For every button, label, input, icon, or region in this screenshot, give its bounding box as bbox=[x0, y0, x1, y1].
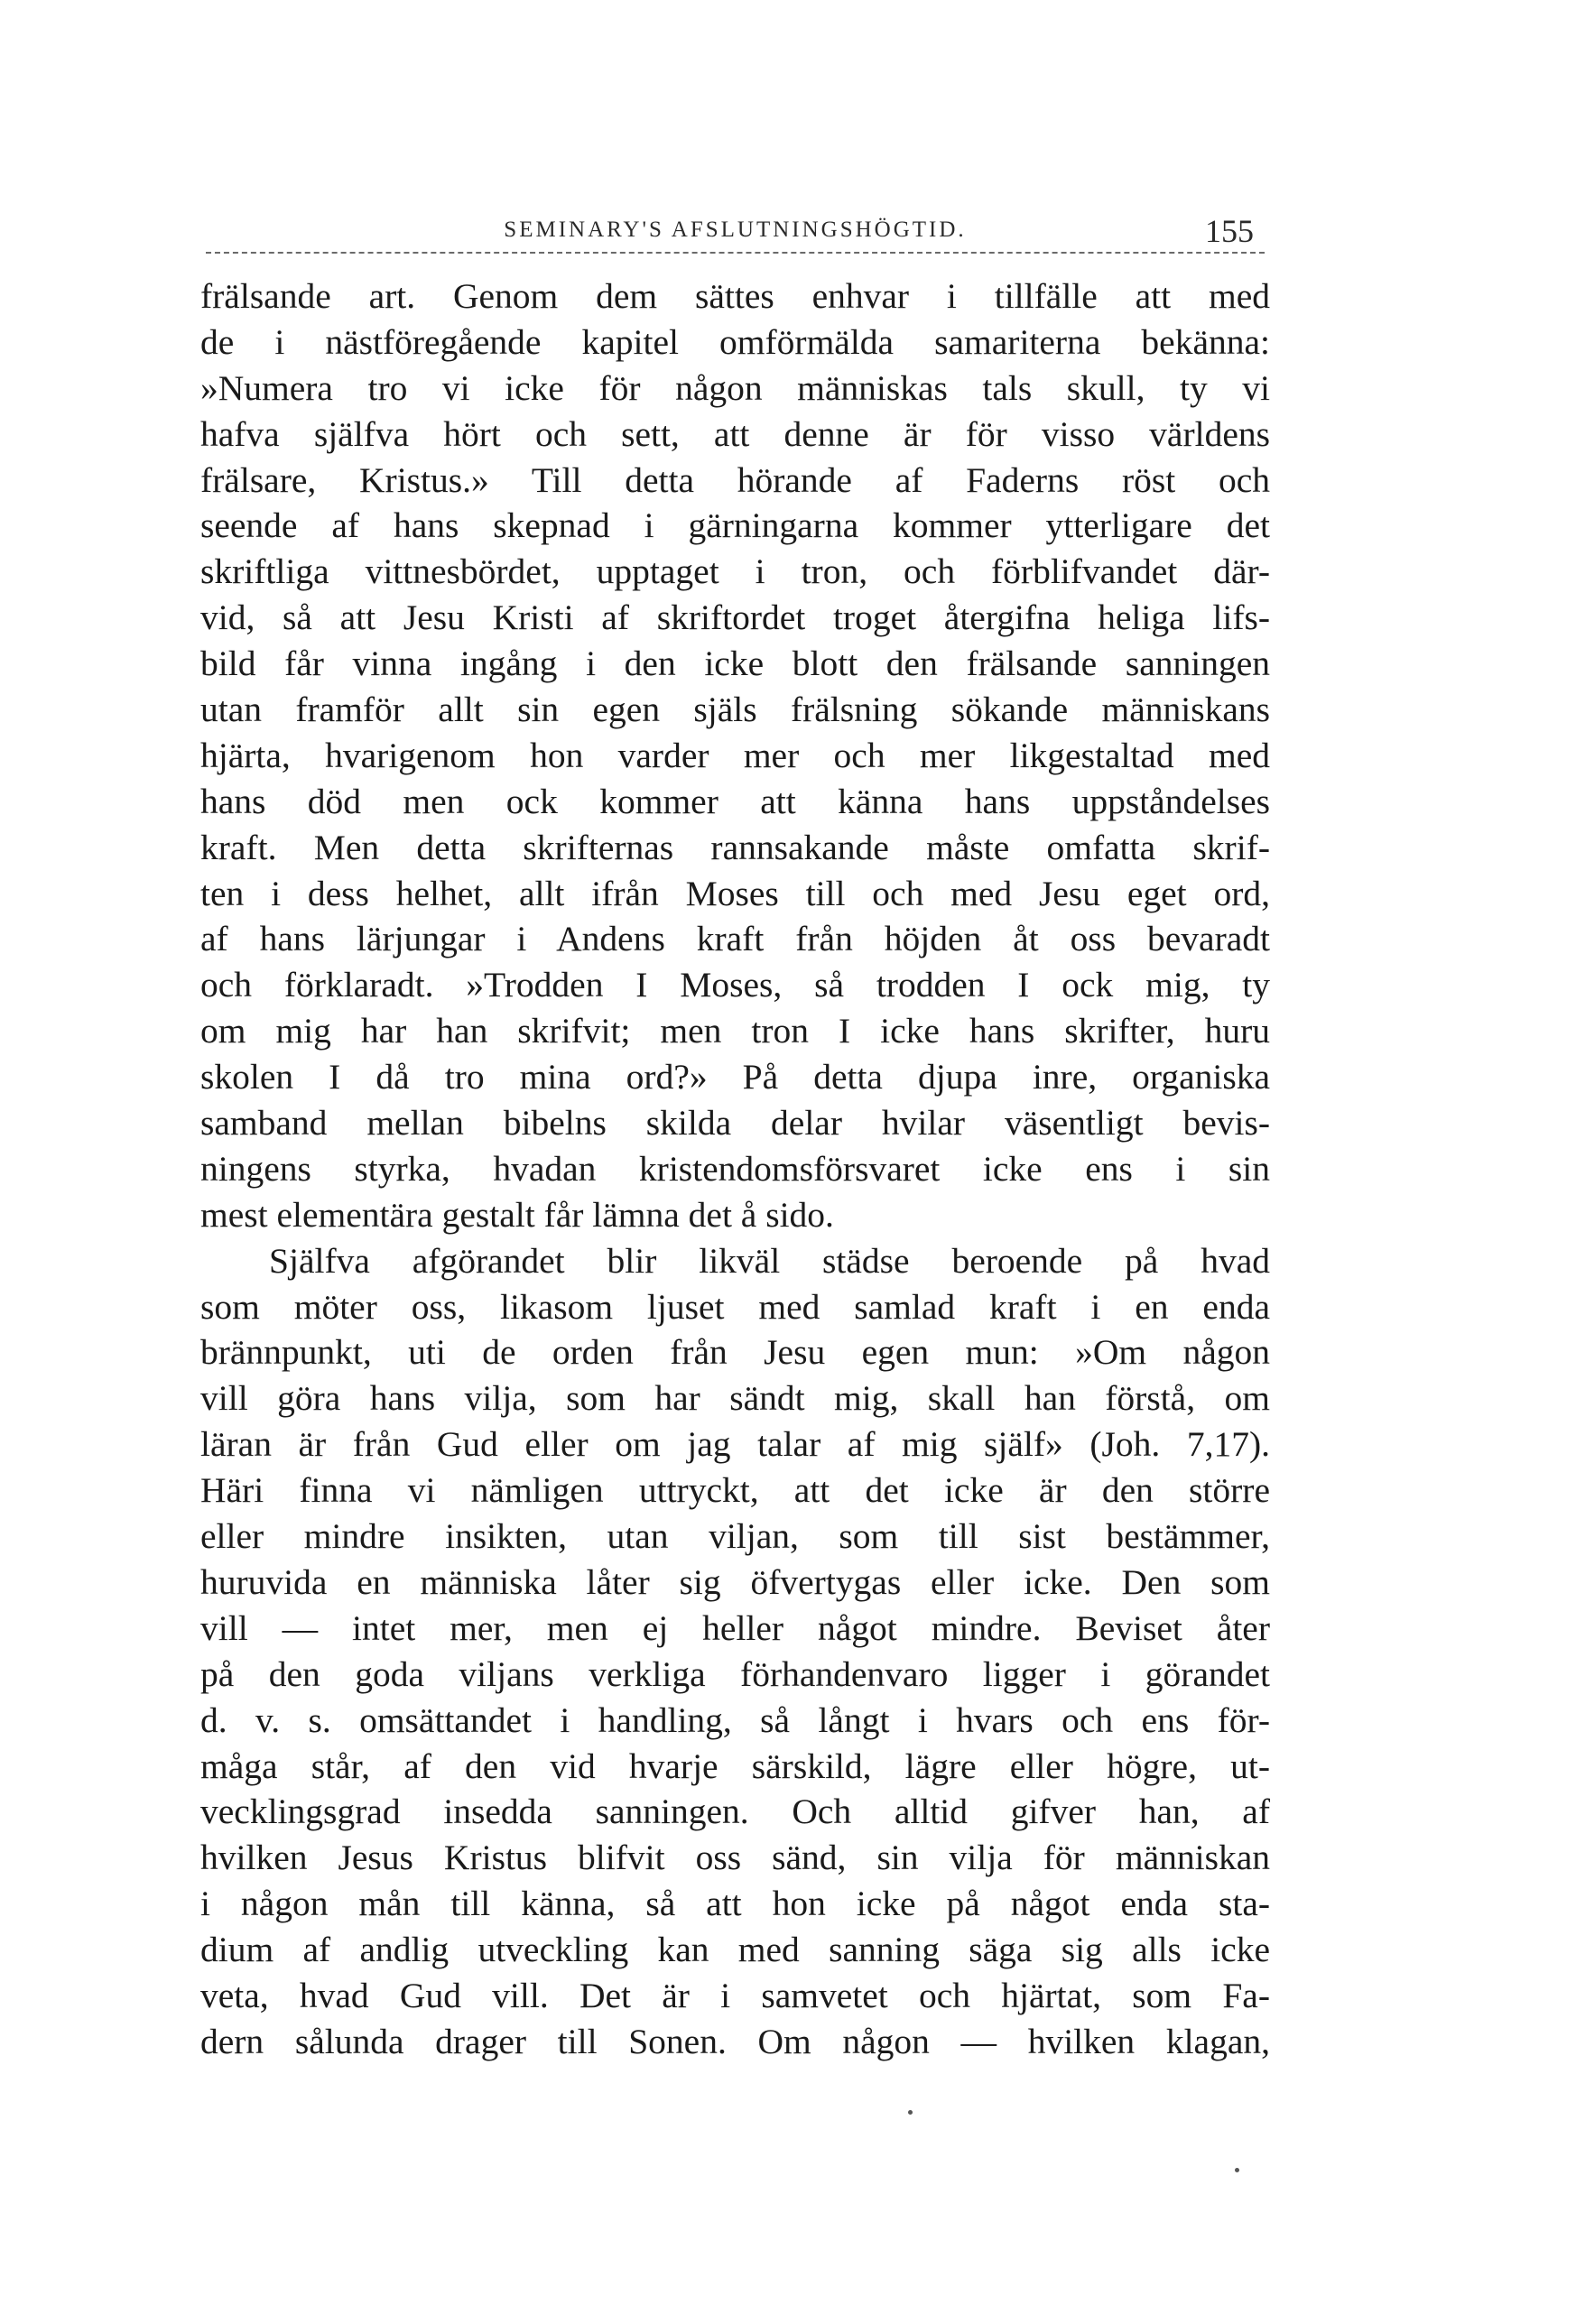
text-line: de i nästföregående kapitel omförmälda samariterna bekänna: bbox=[200, 321, 1270, 362]
text-line: hans död men ock kommer att känna hans uppståndelses bbox=[200, 781, 1270, 821]
paragraph-2 bbox=[200, 1238, 1270, 2065]
text-line: och förklaradt. »Trodden I Moses, så trodden I ock mig, ty bbox=[200, 965, 1270, 1005]
text-line: vill — intet mer, men ej heller något mindre. Beviset åter bbox=[200, 1607, 1270, 1648]
text-line: som möter oss, likasom ljuset med samlad kraft i en enda bbox=[200, 1286, 1270, 1327]
text-line: hafva själfva hört och sett, att denne är för visso världens bbox=[200, 413, 1270, 454]
text-line: dium af andlig utveckling kan med sanning säga sig alls icke bbox=[200, 1930, 1270, 1970]
running-head bbox=[200, 194, 1270, 248]
text-line: bild får vinna ingång i den icke blott den frälsande sanningen bbox=[200, 643, 1270, 684]
text-line: om mig har han skrifvit; men tron I icke hans skrifter, huru bbox=[200, 1011, 1270, 1051]
text-line: ningens styrka, hvadan kristendomsförsvaret icke ens i sin bbox=[200, 1148, 1270, 1189]
text-line: Häri finna vi nämligen uttryckt, att det icke är den större bbox=[200, 1470, 1270, 1511]
text-line: utan framför allt sin egen själs frälsning sökande människans bbox=[200, 690, 1270, 730]
text-line: vid, så att Jesu Kristi af skriftordet troget återgifna heliga lifs- bbox=[200, 597, 1270, 638]
text-line: vecklingsgrad insedda sanningen. Och alltid gifver han, af bbox=[200, 1792, 1270, 1832]
text-line: på den goda viljans verkliga förhandenvaro ligger i görandet bbox=[200, 1653, 1270, 1694]
paragraph-1 bbox=[200, 273, 1270, 1238]
text-line: dern sålunda drager till Sonen. Om någon — hvilken klagan, bbox=[200, 2021, 1270, 2061]
text-line: af hans lärjungar i Andens kraft från höjden åt oss bevaradt bbox=[200, 919, 1270, 959]
text-line: skriftliga vittnesbördet, upptaget i tron, och förblifvandet där- bbox=[200, 551, 1270, 592]
header-rule bbox=[206, 252, 1265, 254]
text-line: brännpunkt, uti de orden från Jesu egen mun: »Om någon bbox=[200, 1332, 1270, 1373]
text-line: samband mellan bibelns skilda delar hvilar väsentligt bevis- bbox=[200, 1103, 1270, 1143]
text-line: Själfva afgörandet blir likväl städse beroende på hvad bbox=[269, 1240, 1270, 1281]
text-line: hjärta, hvarigenom hon varder mer och mer likgestaltad med bbox=[200, 735, 1270, 775]
text-line: kraft. Men detta skrifternas rannsakande måste omfatta skrif- bbox=[200, 827, 1270, 867]
text-line: vill göra hans vilja, som har sändt mig, skall han förstå, om bbox=[200, 1378, 1270, 1419]
page-number: 155 bbox=[1205, 213, 1254, 249]
text-line: seende af hans skepnad i gärningarna kommer ytterligare det bbox=[200, 505, 1270, 546]
text-line: måga står, af den vid hvarje särskild, lägre eller högre, ut- bbox=[200, 1745, 1270, 1786]
text-line: d. v. s. omsättandet i handling, så långt i hvars och ens för- bbox=[200, 1699, 1270, 1740]
text-line: läran är från Gud eller om jag talar af mig själf» (Joh. 7,17). bbox=[200, 1424, 1270, 1465]
running-title: SEMINARY'S AFSLUTNINGSHÖGTID. bbox=[504, 218, 967, 242]
text-line: hvilken Jesus Kristus blifvit oss sänd, sin vilja för människan bbox=[200, 1838, 1270, 1878]
text-line: eller mindre insikten, utan viljan, som till sist bestämmer, bbox=[200, 1516, 1270, 1557]
text-line: huruvida en människa låter sig öfvertygas eller icke. Den som bbox=[200, 1561, 1270, 1602]
book-page bbox=[200, 194, 1270, 2065]
print-speck bbox=[1235, 2168, 1239, 2172]
body-text bbox=[200, 273, 1270, 2065]
text-line: skolen I då tro mina ord?» På detta djupa inre, organiska bbox=[200, 1057, 1270, 1097]
text-line: frälsande art. Genom dem sättes enhvar i tillfälle att med bbox=[200, 276, 1270, 316]
print-speck bbox=[908, 2110, 913, 2115]
text-line: frälsare, Kristus.» Till detta hörande af Faderns röst och bbox=[200, 459, 1270, 500]
text-line: mest elementära gestalt får lämna det å sido. bbox=[200, 1194, 834, 1235]
text-line: veta, hvad Gud vill. Det är i samvetet och hjärtat, som Fa- bbox=[200, 1975, 1270, 2015]
text-line: »Numera tro vi icke för någon människas tals skull, ty vi bbox=[200, 367, 1270, 408]
text-line: i någon mån till känna, så att hon icke på något enda sta- bbox=[200, 1884, 1270, 1924]
text-line: ten i dess helhet, allt ifrån Moses till och med Jesu eget ord, bbox=[200, 873, 1270, 913]
